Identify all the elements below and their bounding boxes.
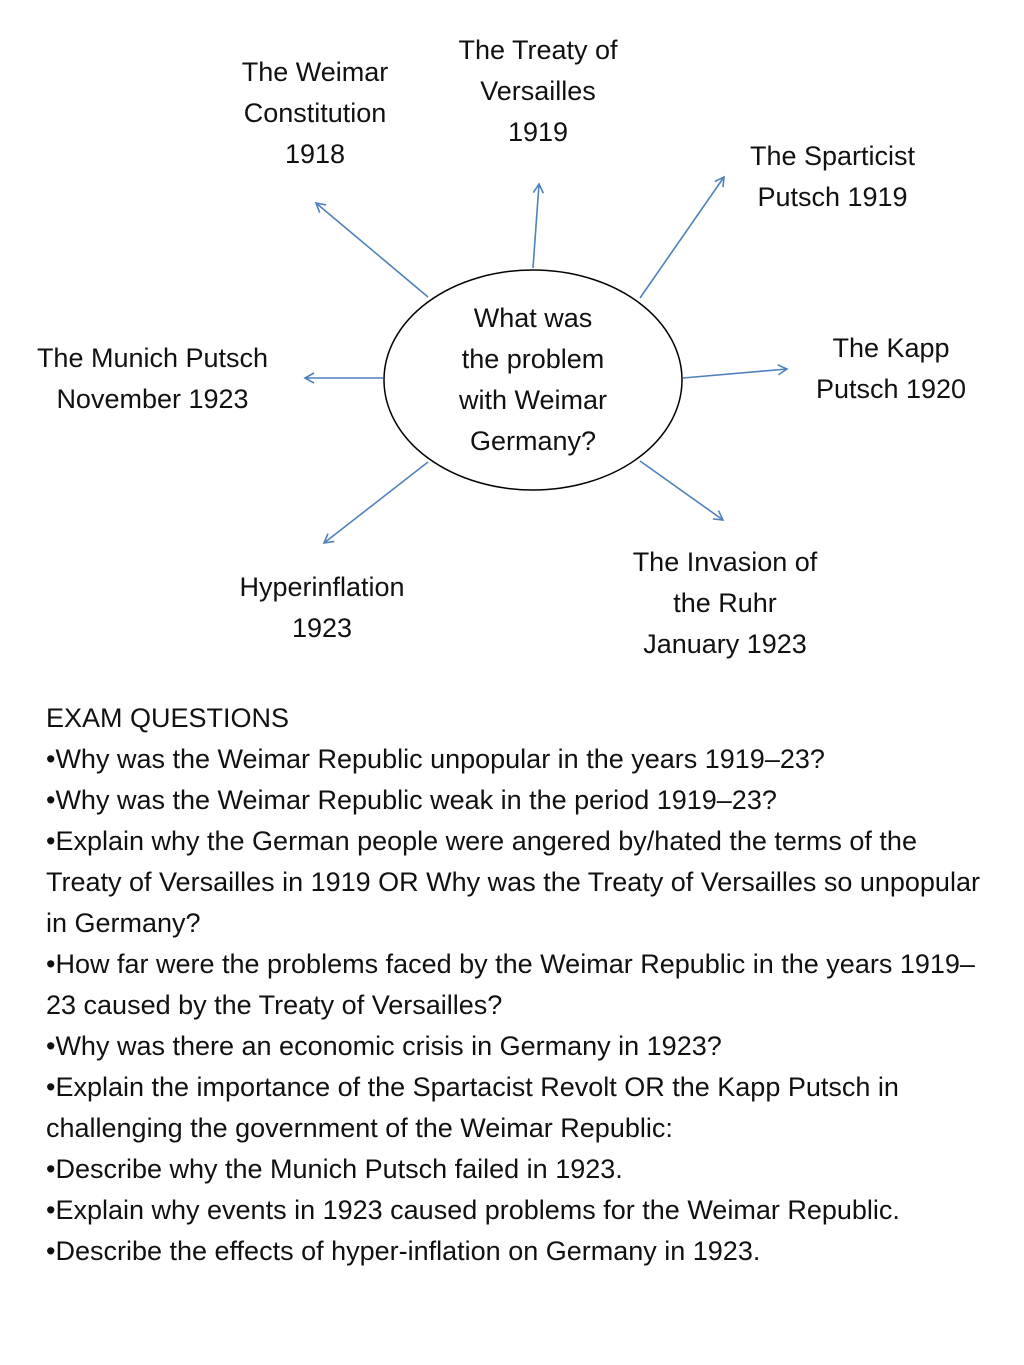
node-munich-putsch bbox=[10, 338, 295, 420]
arrow-to-hyperinflation bbox=[324, 462, 428, 543]
node-label-line: The Munich Putsch bbox=[36, 343, 269, 373]
node-label-line: Putsch 1920 bbox=[815, 374, 967, 404]
exam-question: •Explain why events in 1923 caused problems for the Weimar Republic. bbox=[46, 1195, 900, 1225]
exam-question: •Why was there an economic crisis in Germany in 1923? bbox=[46, 1031, 722, 1061]
arrow-to-treaty-of-versailles bbox=[533, 184, 539, 268]
central-question-line: with Weimar bbox=[458, 385, 608, 415]
arrow-to-invasion-of-ruhr bbox=[640, 461, 723, 520]
node-label-line: 1918 bbox=[284, 139, 346, 169]
node-label-line: Putsch 1919 bbox=[757, 182, 908, 212]
node-label-line: Versailles bbox=[480, 76, 596, 106]
node-label-line: the Ruhr bbox=[673, 588, 777, 618]
node-label-line: The Sparticist bbox=[749, 141, 916, 171]
node-weimar-constitution bbox=[215, 52, 415, 175]
exam-question: •Describe why the Munich Putsch failed in 1923. bbox=[46, 1154, 623, 1184]
node-label-line: 1919 bbox=[507, 117, 569, 147]
node-label-line: The Kapp bbox=[832, 333, 950, 363]
spider-diagram bbox=[0, 0, 1024, 680]
exam-question: •Describe the effects of hyper-inflation on Germany in 1923. bbox=[46, 1236, 761, 1266]
exam-question: •How far were the problems faced by the Weimar Republic in the years 1919–23 caused by the Treaty of Versailles? bbox=[46, 949, 975, 1020]
node-label-line: The Weimar bbox=[241, 57, 389, 87]
node-label-line: Hyperinflation bbox=[239, 572, 405, 602]
node-hyperinflation bbox=[212, 567, 432, 649]
node-label-line: January 1923 bbox=[643, 629, 807, 659]
central-question-line: the problem bbox=[461, 344, 605, 374]
exam-question: •Explain why the German people were angered by/hated the terms of the Treaty of Versailles in 1919 OR Why was the Treaty of Versailles so unpopular in Germany? bbox=[46, 826, 980, 938]
exam-question: •Why was the Weimar Republic unpopular in the years 1919–23? bbox=[46, 744, 825, 774]
node-sparticist-putsch bbox=[720, 136, 945, 218]
arrow-to-kapp-putsch bbox=[683, 369, 787, 378]
exam-question: •Explain the importance of the Spartacist Revolt OR the Kapp Putsch in challenging the government of the Weimar Republic: bbox=[46, 1072, 899, 1143]
exam-questions-section bbox=[46, 698, 996, 1272]
node-label-line: The Treaty of bbox=[458, 35, 618, 65]
node-label-line: 1923 bbox=[291, 613, 353, 643]
central-question bbox=[408, 298, 658, 462]
node-label-line: Constitution bbox=[243, 98, 387, 128]
central-question-line: What was bbox=[473, 303, 593, 333]
arrow-to-sparticist-putsch bbox=[640, 177, 724, 298]
node-treaty-of-versailles bbox=[428, 30, 648, 153]
arrow-to-weimar-constitution bbox=[316, 203, 428, 297]
node-kapp-putsch bbox=[800, 328, 982, 410]
central-question-line: Germany? bbox=[469, 426, 597, 456]
node-invasion-of-ruhr bbox=[605, 542, 845, 665]
node-label-line: The Invasion of bbox=[632, 547, 818, 577]
exam-question: •Why was the Weimar Republic weak in the period 1919–23? bbox=[46, 785, 777, 815]
node-label-line: November 1923 bbox=[56, 384, 249, 414]
exam-heading: EXAM QUESTIONS bbox=[46, 703, 290, 733]
